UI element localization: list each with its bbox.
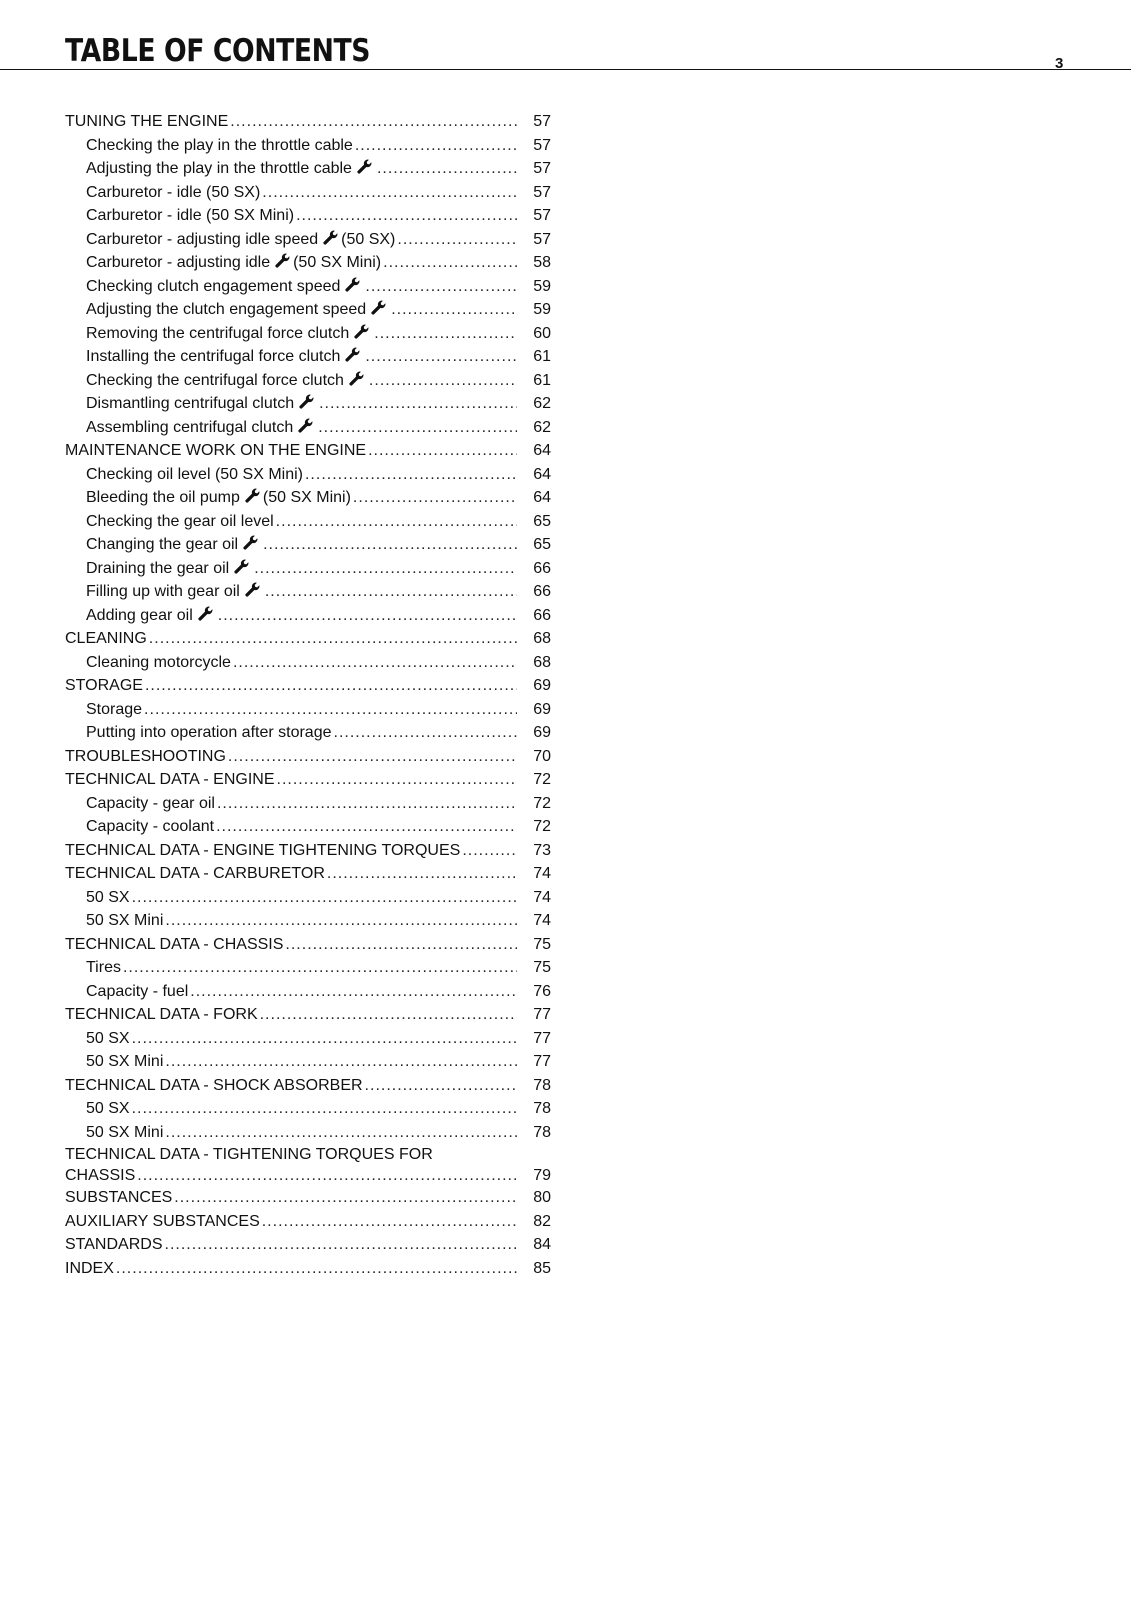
entry-page-number: 78 (533, 1100, 551, 1117)
entry-label: TROUBLESHOOTING (65, 747, 226, 765)
entry-label: TECHNICAL DATA - CHASSIS (65, 935, 284, 953)
toc-subsection-entry[interactable] (65, 204, 551, 228)
entry-page-number: 70 (533, 747, 551, 765)
entry-label-group (86, 157, 375, 181)
toc-subsection-entry[interactable] (65, 792, 551, 816)
toc-section-entry[interactable] (65, 1186, 551, 1210)
entry-page-number: 78 (533, 1076, 551, 1094)
entry-page-number: 74 (533, 888, 551, 906)
entry-label-group (65, 110, 228, 134)
entry-page-number: 59 (533, 277, 551, 295)
entry-label-group (86, 533, 261, 557)
dot-leader (296, 204, 517, 228)
entry-label: Putting into operation after storage (86, 724, 332, 741)
entry-label-group (65, 862, 325, 886)
entry-label: 50 SX Mini (86, 1053, 164, 1070)
toc-subsection-entry[interactable] (65, 275, 551, 299)
entry-label-group (86, 298, 389, 322)
entry-label-group (86, 251, 381, 275)
toc-subsection-entry[interactable] (65, 886, 551, 910)
dot-leader (254, 557, 517, 581)
entry-label-group (65, 1210, 260, 1234)
entry-label: 50 SX (86, 1029, 130, 1047)
dot-leader (132, 1097, 517, 1121)
entry-label-group (65, 439, 366, 463)
dot-leader (228, 745, 517, 769)
entry-label: TECHNICAL DATA - ENGINE TIGHTENING TORQUES (65, 841, 461, 859)
entry-label-group (65, 768, 275, 792)
entry-label: Assembling centrifugal clutch (86, 418, 294, 436)
entry-page-number: 65 (533, 536, 551, 553)
entry-page-number: 75 (533, 959, 551, 976)
dot-leader (260, 1003, 517, 1027)
entry-label: SUBSTANCES (65, 1189, 173, 1206)
dot-leader (165, 1050, 517, 1074)
entry-page-number: 85 (533, 1259, 551, 1277)
entry-page-number: 66 (533, 559, 551, 577)
entry-label-group (86, 815, 214, 839)
entry-label: Dismantling centrifugal clutch (86, 395, 295, 412)
entry-page-number: 59 (533, 301, 551, 318)
entry-page-number: 82 (533, 1212, 551, 1230)
dot-leader (216, 815, 517, 839)
entry-label: Capacity - gear oil (86, 794, 215, 812)
entry-label-group (86, 1097, 130, 1121)
dot-leader (285, 933, 517, 957)
toc-section-entry[interactable] (65, 1144, 551, 1186)
dot-leader (318, 416, 517, 440)
entry-label: Adding gear oil (86, 606, 193, 624)
wrench-icon (323, 230, 338, 245)
entry-label-group (86, 369, 367, 393)
entry-page-number: 62 (533, 418, 551, 436)
entry-label: Checking the play in the throttle cable (86, 136, 353, 154)
entry-label: 50 SX Mini (86, 912, 164, 929)
toc-section-entry[interactable] (65, 768, 551, 792)
entry-label-group (86, 416, 316, 440)
toc-section-entry[interactable] (65, 839, 551, 863)
toc-subsection-entry[interactable] (65, 909, 551, 933)
dot-leader (123, 956, 517, 980)
entry-page-number: 61 (533, 348, 551, 365)
table-of-contents (65, 110, 551, 1280)
entry-label-continuation: CHASSIS (65, 1167, 136, 1184)
toc-subsection-entry[interactable] (65, 1097, 551, 1121)
dot-leader (174, 1186, 517, 1210)
entry-page-number: 76 (533, 982, 551, 1000)
entry-label-suffix: (50 SX Mini) (293, 254, 382, 271)
entry-label-group (86, 345, 363, 369)
entry-label: TUNING THE ENGINE (65, 113, 229, 130)
dot-leader (365, 1074, 517, 1098)
entry-page-number: 72 (533, 771, 551, 788)
dot-leader (391, 298, 517, 322)
entry-page-number: 57 (533, 230, 551, 248)
wrench-icon (245, 582, 260, 597)
entry-page-number: 78 (533, 1123, 551, 1141)
dot-leader (462, 839, 517, 863)
dot-leader (149, 627, 517, 651)
entry-label-group (86, 909, 163, 933)
dot-leader (262, 1210, 517, 1234)
dot-leader (397, 228, 517, 252)
entry-page-number: 66 (533, 583, 551, 600)
entry-label-group (65, 933, 283, 957)
entry-page-number: 72 (533, 794, 551, 812)
dot-leader (132, 886, 517, 910)
entry-label: Tires (86, 959, 121, 976)
entry-page-number: 77 (533, 1053, 551, 1070)
toc-subsection-entry[interactable] (65, 134, 551, 158)
entry-label-group (86, 792, 215, 816)
wrench-icon (371, 300, 386, 315)
dot-leader (144, 698, 517, 722)
entry-page-number: 74 (533, 865, 551, 882)
entry-label: TECHNICAL DATA - FORK (65, 1006, 258, 1023)
entry-label: TECHNICAL DATA - ENGINE (65, 771, 275, 788)
entry-label: Bleeding the oil pump (86, 489, 240, 506)
entry-label-group (86, 580, 263, 604)
entry-label: Carburetor - adjusting idle (86, 254, 271, 271)
entry-label: MAINTENANCE WORK ON THE ENGINE (65, 442, 367, 459)
entry-label-group (65, 1003, 258, 1027)
entry-label: Checking the centrifugal force clutch (86, 371, 344, 389)
entry-page-number: 68 (533, 653, 551, 671)
entry-label-group (86, 886, 130, 910)
entry-page-number: 57 (533, 207, 551, 224)
toc-subsection-entry[interactable] (65, 322, 551, 346)
entry-page-number: 60 (533, 324, 551, 342)
toc-section-entry[interactable] (65, 1233, 551, 1257)
entry-label-group (65, 1186, 172, 1210)
wrench-icon (234, 559, 249, 574)
entry-page-number: 64 (533, 489, 551, 506)
entry-label-group (86, 463, 303, 487)
dot-leader (145, 674, 517, 698)
dot-leader (327, 862, 517, 886)
entry-label: STANDARDS (65, 1236, 163, 1253)
toc-subsection-entry[interactable] (65, 510, 551, 534)
wrench-icon (245, 488, 260, 503)
entry-page-number: 57 (533, 113, 551, 130)
dot-leader (116, 1257, 517, 1281)
toc-section-entry[interactable] (65, 1074, 551, 1098)
entry-label: TECHNICAL DATA - SHOCK ABSORBER (65, 1076, 363, 1094)
dot-leader (230, 110, 517, 134)
entry-label: Capacity - coolant (86, 818, 215, 835)
entry-label: Carburetor - adjusting idle speed (86, 230, 319, 248)
entry-page-number: 75 (533, 935, 551, 953)
entry-page-number: 58 (533, 254, 551, 271)
toc-subsection-entry[interactable] (65, 345, 551, 369)
toc-subsection-entry[interactable] (65, 580, 551, 604)
entry-label-group (65, 674, 143, 698)
dot-leader (165, 909, 517, 933)
entry-label-group (86, 1027, 130, 1051)
wrench-icon (349, 371, 364, 386)
toc-subsection-entry[interactable] (65, 369, 551, 393)
entry-label: Carburetor - idle (50 SX) (86, 183, 261, 201)
toc-subsection-entry[interactable] (65, 980, 551, 1004)
entry-page-number: 79 (533, 1167, 551, 1184)
entry-label-group (86, 956, 121, 980)
toc-subsection-entry[interactable] (65, 416, 551, 440)
entry-page-number: 80 (533, 1189, 551, 1206)
dot-leader (218, 604, 517, 628)
entry-label: Capacity - fuel (86, 982, 189, 1000)
entry-page-number: 57 (533, 183, 551, 201)
toc-subsection-entry[interactable] (65, 1027, 551, 1051)
page-number: 3 (1055, 55, 1064, 72)
entry-label-group (86, 604, 216, 628)
entry-label-group (86, 228, 395, 252)
entry-label-group (86, 1050, 163, 1074)
toc-subsection-entry[interactable] (65, 157, 551, 181)
entry-label-group (86, 721, 332, 745)
entry-label: INDEX (65, 1259, 114, 1277)
entry-label: Adjusting the play in the throttle cable (86, 160, 352, 177)
toc-subsection-entry[interactable] (65, 698, 551, 722)
entry-label: TECHNICAL DATA - TIGHTENING TORQUES FOR (65, 1146, 433, 1163)
toc-subsection-entry[interactable] (65, 298, 551, 322)
entry-page-number: 62 (533, 395, 551, 412)
toc-subsection-entry[interactable] (65, 557, 551, 581)
entry-label: 50 SX (86, 1100, 130, 1117)
wrench-icon (345, 347, 360, 362)
toc-subsection-entry[interactable] (65, 486, 551, 510)
dot-leader (377, 157, 517, 181)
toc-subsection-entry[interactable] (65, 181, 551, 205)
dot-leader (262, 181, 517, 205)
entry-page-number: 61 (533, 371, 551, 389)
toc-section-entry[interactable] (65, 110, 551, 134)
entry-label-group (65, 1074, 363, 1098)
dot-leader (132, 1027, 517, 1051)
dot-leader (305, 463, 517, 487)
wrench-icon (275, 253, 290, 268)
toc-subsection-entry[interactable] (65, 1121, 551, 1145)
dot-leader (190, 980, 517, 1004)
entry-label: Cleaning motorcycle (86, 653, 231, 671)
toc-subsection-entry[interactable] (65, 651, 551, 675)
toc-section-entry[interactable] (65, 862, 551, 886)
entry-label: Checking clutch engagement speed (86, 277, 341, 295)
wrench-icon (299, 394, 314, 409)
toc-section-entry[interactable] (65, 674, 551, 698)
dot-leader (369, 369, 517, 393)
dot-leader (233, 651, 517, 675)
toc-section-entry[interactable] (65, 745, 551, 769)
dot-leader (277, 768, 517, 792)
toc-section-entry[interactable] (65, 439, 551, 463)
page-title: TABLE OF CONTENTS (65, 33, 371, 69)
toc-subsection-entry[interactable] (65, 956, 551, 980)
wrench-icon (243, 535, 258, 550)
wrench-icon (198, 606, 213, 621)
entry-label: Adjusting the clutch engagement speed (86, 301, 367, 318)
entry-label-group (86, 651, 231, 675)
entry-label: 50 SX (86, 888, 130, 906)
entry-label-group (65, 1233, 163, 1257)
entry-label: Storage (86, 700, 143, 718)
entry-label-group (65, 839, 460, 863)
header-rule (0, 69, 1131, 70)
entry-label-group (86, 181, 260, 205)
entry-label-group (86, 486, 351, 510)
toc-section-entry[interactable] (65, 1003, 551, 1027)
entry-page-number: 57 (533, 160, 551, 177)
entry-page-number: 68 (533, 630, 551, 647)
toc-subsection-entry[interactable] (65, 251, 551, 275)
dot-leader (165, 1233, 518, 1257)
entry-label: TECHNICAL DATA - CARBURETOR (65, 865, 325, 882)
entry-label: AUXILIARY SUBSTANCES (65, 1212, 260, 1230)
entry-label: Filling up with gear oil (86, 583, 240, 600)
dot-leader (365, 345, 517, 369)
entry-label-group (86, 557, 252, 581)
entry-page-number: 84 (533, 1236, 551, 1253)
dot-leader (353, 486, 517, 510)
entry-label-group (86, 322, 372, 346)
dot-leader (319, 392, 517, 416)
entry-page-number: 69 (533, 724, 551, 741)
wrench-icon (345, 277, 360, 292)
entry-label-group (86, 980, 188, 1004)
toc-section-entry[interactable] (65, 1210, 551, 1234)
entry-label: Checking oil level (50 SX Mini) (86, 465, 303, 483)
dot-leader (165, 1121, 517, 1145)
entry-label-group (65, 627, 147, 651)
entry-page-number: 77 (533, 1006, 551, 1023)
entry-label: Carburetor - idle (50 SX Mini) (86, 207, 295, 224)
toc-subsection-entry[interactable] (65, 228, 551, 252)
entry-label-group (86, 392, 317, 416)
toc-subsection-entry[interactable] (65, 815, 551, 839)
entry-page-number: 65 (533, 512, 551, 530)
entry-page-number: 64 (533, 442, 551, 459)
wrench-icon (354, 324, 369, 339)
toc-subsection-entry[interactable] (65, 604, 551, 628)
toc-section-entry[interactable] (65, 1257, 551, 1281)
entry-label: 50 SX Mini (86, 1123, 164, 1141)
entry-label-group (86, 510, 274, 534)
entry-label: Changing the gear oil (86, 536, 239, 553)
entry-label: Draining the gear oil (86, 559, 230, 577)
dot-leader (355, 134, 517, 158)
dot-leader (374, 322, 517, 346)
entry-label-group (86, 204, 294, 228)
entry-label-suffix: (50 SX) (341, 230, 396, 248)
entry-page-number: 72 (533, 818, 551, 835)
dot-leader (368, 439, 517, 463)
entry-label: CLEANING (65, 630, 147, 647)
toc-section-entry[interactable] (65, 627, 551, 651)
dot-leader (263, 533, 517, 557)
entry-label-group (65, 745, 226, 769)
dot-leader (137, 1165, 517, 1186)
entry-label-group (86, 134, 353, 158)
dot-leader (217, 792, 517, 816)
entry-page-number: 74 (533, 912, 551, 929)
dot-leader (276, 510, 517, 534)
entry-page-number: 57 (533, 136, 551, 154)
dot-leader (265, 580, 517, 604)
wrench-icon (298, 418, 313, 433)
dot-leader (365, 275, 517, 299)
dot-leader (383, 251, 517, 275)
entry-page-number: 77 (533, 1029, 551, 1047)
entry-label-suffix: (50 SX Mini) (262, 489, 351, 506)
entry-label-group (65, 1257, 114, 1281)
entry-page-number: 69 (533, 700, 551, 718)
entry-label-group (86, 275, 363, 299)
entry-label-group (86, 1121, 163, 1145)
toc-subsection-entry[interactable] (65, 392, 551, 416)
entry-label: STORAGE (65, 677, 143, 694)
toc-section-entry[interactable] (65, 933, 551, 957)
entry-label: Checking the gear oil level (86, 512, 274, 530)
entry-page-number: 69 (533, 677, 551, 694)
entry-page-number: 73 (533, 841, 551, 859)
entry-page-number: 64 (533, 465, 551, 483)
toc-subsection-entry[interactable] (65, 1050, 551, 1074)
page-header (0, 0, 1131, 72)
toc-subsection-entry[interactable] (65, 463, 551, 487)
wrench-icon (357, 159, 372, 174)
entry-label: Installing the centrifugal force clutch (86, 348, 341, 365)
entry-label: Removing the centrifugal force clutch (86, 324, 350, 342)
entry-label-group (86, 698, 142, 722)
dot-leader (334, 721, 518, 745)
entry-page-number: 66 (533, 606, 551, 624)
toc-subsection-entry[interactable] (65, 533, 551, 557)
toc-subsection-entry[interactable] (65, 721, 551, 745)
